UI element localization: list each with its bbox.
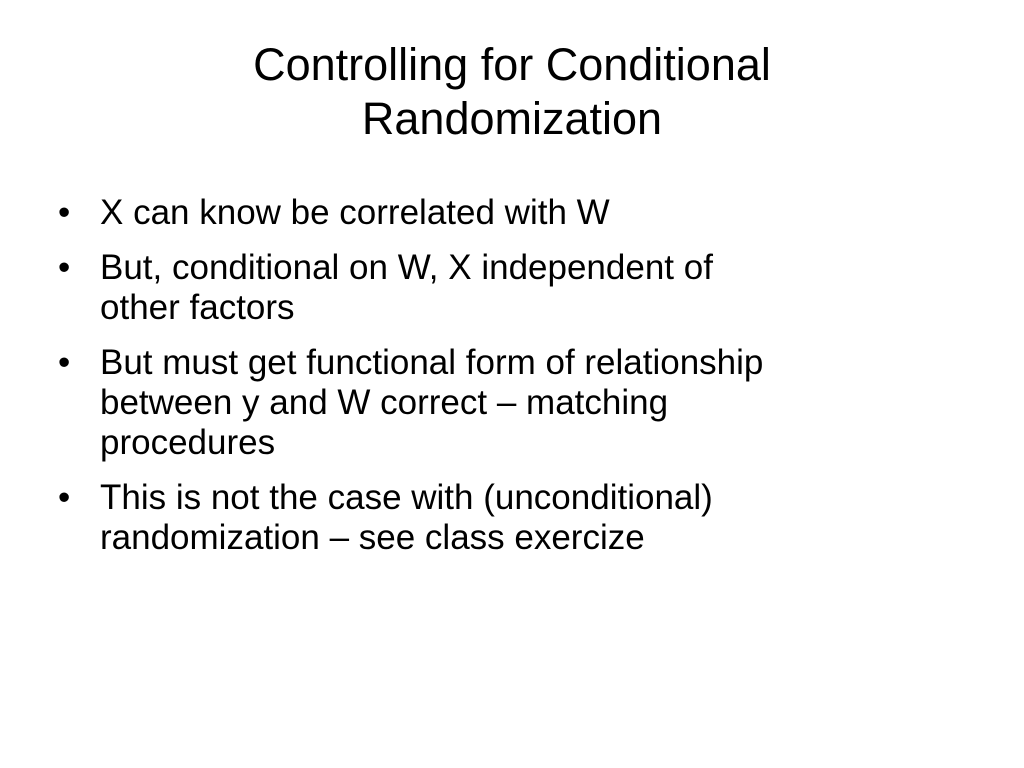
title-line: Randomization (361, 93, 663, 144)
bullet-icon: • (58, 478, 71, 517)
bullet-text-line: between y and W correct – matching (100, 383, 669, 422)
bullet-icon: • (58, 343, 71, 382)
bullet-text-line: But must get functional form of relationship (100, 343, 764, 382)
bullet-text-line: procedures (100, 423, 276, 462)
bullet-item (58, 343, 978, 463)
slide-title (60, 38, 964, 146)
bullet-text-line: This is not the case with (unconditional) (100, 478, 713, 517)
bullet-icon: • (58, 248, 71, 287)
title-line: Controlling for Conditional (253, 39, 771, 90)
bullet-text-line: X can know be correlated with W (100, 193, 610, 232)
bullet-text-line: But, conditional on W, X independent of (100, 248, 713, 287)
bullet-text-line: randomization – see class exercize (100, 518, 645, 557)
bullet-text-line: other factors (100, 288, 295, 327)
bullet-item (58, 193, 978, 233)
bullet-item (58, 478, 978, 558)
bullet-icon: • (58, 193, 71, 232)
bullet-list (58, 193, 978, 573)
bullet-item (58, 248, 978, 328)
